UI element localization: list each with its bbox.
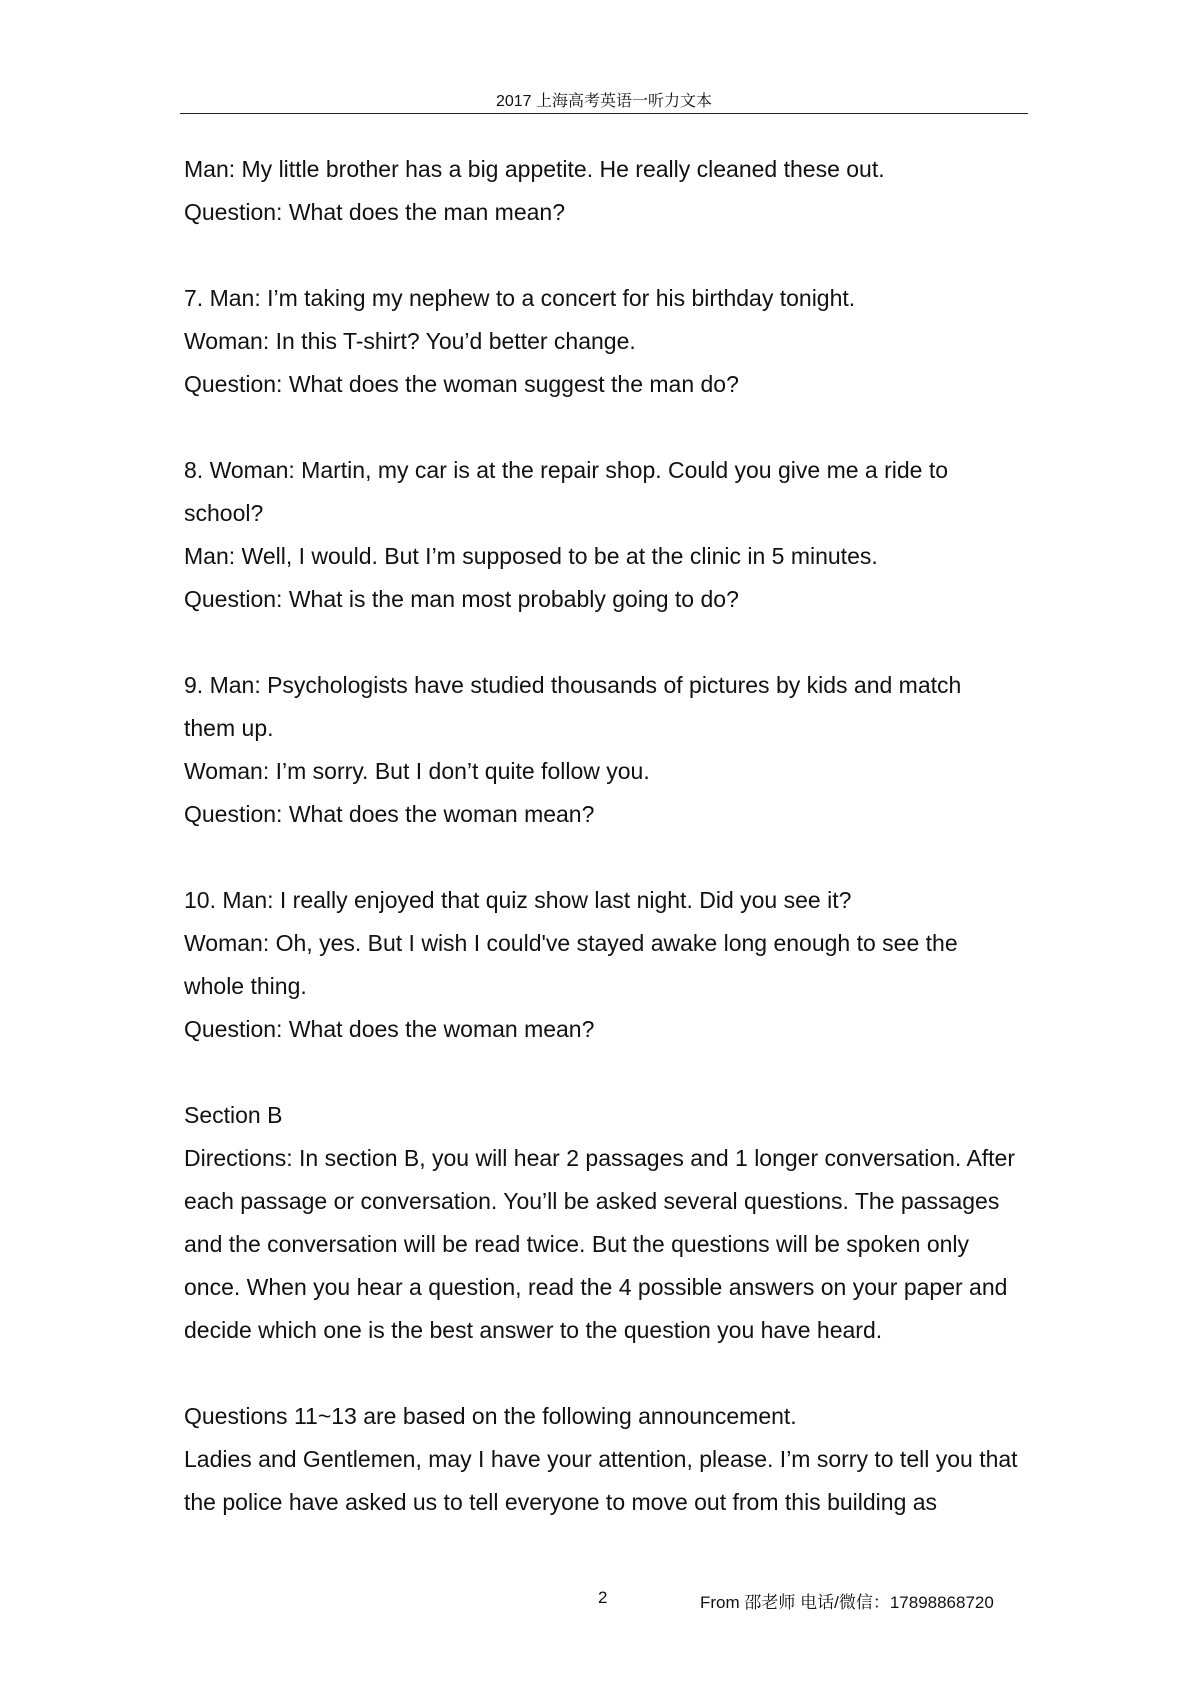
q7-question: Question: What does the woman suggest the man do? <box>184 371 739 397</box>
q9-man-line-1: 9. Man: Psychologists have studied thousands of pictures by kids and match <box>184 672 962 698</box>
q9-question: Question: What does the woman mean? <box>184 801 595 827</box>
spacer <box>184 1051 1024 1094</box>
q11-13-intro: Questions 11~13 are based on the following announcement. <box>184 1403 797 1429</box>
q10-woman-line-2: whole thing. <box>184 973 307 999</box>
q9-woman-line: Woman: I’m sorry. But I don’t quite follow you. <box>184 758 650 784</box>
footer-source-contact: From 邵老师 电话/微信：17898868720 <box>700 1593 994 1612</box>
q10-woman-line-1: Woman: Oh, yes. But I wish I could've stayed awake long enough to see the <box>184 930 958 956</box>
q10-man-line: 10. Man: I really enjoyed that quiz show last night. Did you see it? <box>184 887 852 913</box>
spacer <box>184 836 1024 879</box>
spacer <box>184 1352 1024 1395</box>
q6-man-line: Man: My little brother has a big appetite. He really cleaned these out. <box>184 156 885 182</box>
spacer <box>184 234 1024 277</box>
q8-man-line: Man: Well, I would. But I’m supposed to be at the clinic in 5 minutes. <box>184 543 878 569</box>
q10-question: Question: What does the woman mean? <box>184 1016 595 1042</box>
section-b-heading: Section B <box>184 1102 283 1128</box>
header-divider <box>180 113 1028 114</box>
q7-woman-line: Woman: In this T-shirt? You’d better change. <box>184 328 636 354</box>
transcript-body <box>184 148 1024 1524</box>
q9-man-line-2: them up. <box>184 715 274 741</box>
q11-13-announcement-text: Ladies and Gentlemen, may I have your attention, please. I’m sorry to tell you that the police have asked us to tell everyone to move out from this building as <box>184 1446 1018 1515</box>
q8-question: Question: What is the man most probably going to do? <box>184 586 739 612</box>
section-b-directions: Directions: In section B, you will hear 2 passages and 1 longer conversation. After each passage or conversation. You’ll be asked several questions. The passages and the conversation will be read twice. But the questions will be spoken only once. When you hear a question, read the 4 possible answers on your paper and decide which one is the best answer to the question you have heard. <box>184 1145 1016 1343</box>
page-header-title: 2017 上海高考英语一听力文本 <box>495 93 713 110</box>
q8-woman-line-1: 8. Woman: Martin, my car is at the repair shop. Could you give me a ride to <box>184 457 949 483</box>
q7-man-line: 7. Man: I’m taking my nephew to a concert for his birthday tonight. <box>184 285 856 311</box>
q6-question: Question: What does the man mean? <box>184 199 565 225</box>
page-number: 2 <box>598 1588 608 1607</box>
spacer <box>184 621 1024 664</box>
q8-woman-line-2: school? <box>184 500 264 526</box>
spacer <box>184 406 1024 449</box>
